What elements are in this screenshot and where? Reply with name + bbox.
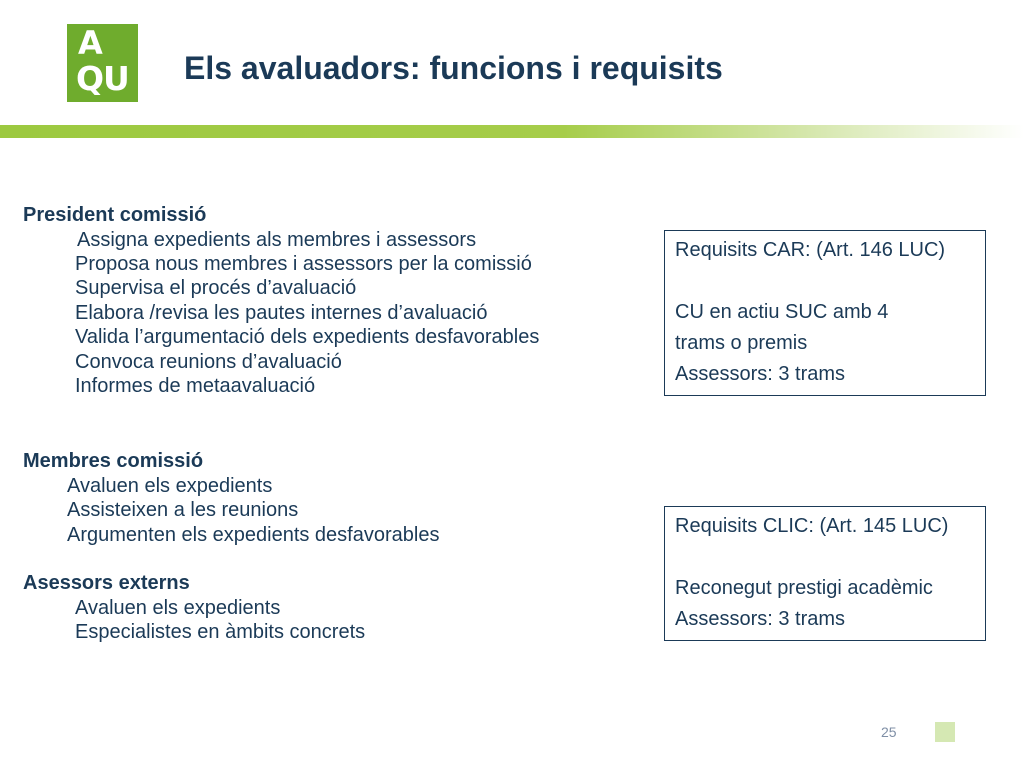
list-item: Proposa nous membres i assessors per la comissió <box>75 252 532 275</box>
clic-requirements-title: Requisits CLIC: (Art. 145 LUC) <box>675 515 949 537</box>
president-section <box>23 203 539 399</box>
clic-requirement-line: Reconegut prestigi acadèmic <box>675 577 933 599</box>
clic-requirements-box <box>664 506 986 641</box>
car-requirement-line: trams o premis <box>675 332 808 354</box>
slide-title: Els avaluadors: funcions i requisits <box>184 50 723 86</box>
members-heading: Membres comissió <box>23 450 204 472</box>
president-heading: President comissió <box>23 204 207 226</box>
list-item: Especialistes en àmbits concrets <box>75 621 366 643</box>
logo-letter-a: A <box>78 24 103 62</box>
car-requirements-title: Requisits CAR: (Art. 146 LUC) <box>675 239 946 261</box>
list-item: Valida l’argumentació dels expedients desfavorables <box>75 326 540 348</box>
car-assessors-line: Assessors: 3 trams <box>675 363 846 385</box>
list-item: Argumenten els expedients desfavorables <box>67 523 440 546</box>
assessors-heading: Asessors externs <box>23 572 190 594</box>
list-item: Informes de metaavaluació <box>75 375 316 397</box>
car-requirements-box <box>664 230 986 396</box>
list-item: Assisteixen a les reunions <box>67 499 299 521</box>
footer-square-decoration <box>935 722 955 742</box>
members-section <box>23 449 439 547</box>
list-item: Convoca reunions d’avaluació <box>75 350 342 373</box>
list-item: Elabora /revisa les pautes internes d’avaluació <box>75 301 488 324</box>
list-item: Avaluen els expedients <box>75 596 281 619</box>
car-requirement-line: CU en actiu SUC amb 4 <box>675 301 889 323</box>
clic-assessors-line: Assessors: 3 trams <box>675 608 846 630</box>
aqu-logo <box>67 24 138 102</box>
list-item: Avaluen els expedients <box>67 474 273 497</box>
page-number: 25 <box>881 724 897 740</box>
list-item: Assigna expedients als membres i assessors <box>77 228 477 251</box>
list-item: Supervisa el procés d’avaluació <box>75 277 357 299</box>
header-divider <box>0 125 1024 138</box>
logo-letters-qu: QU <box>76 59 129 98</box>
assessors-section <box>23 571 365 645</box>
